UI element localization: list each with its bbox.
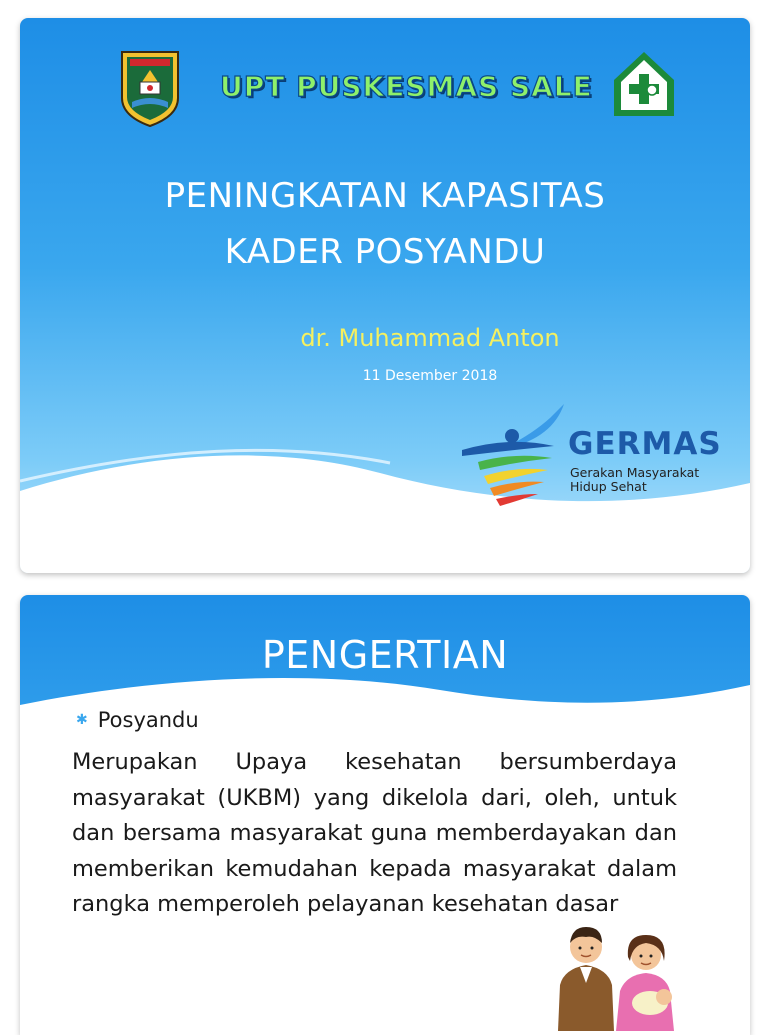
germas-wordmark: GERMAS	[568, 426, 722, 462]
regency-emblem-icon	[118, 48, 182, 128]
presentation-date: 11 Desember 2018	[362, 368, 498, 384]
title-line-1: PENINGKATAN KAPASITAS	[164, 176, 606, 216]
presenter-name: dr. Muhammad Anton	[300, 324, 560, 352]
definition-slide	[20, 595, 750, 1035]
header-title: UPT PUSKESMAS SALE	[220, 70, 593, 103]
slide-title: PENGERTIAN	[261, 633, 509, 677]
title-slide	[20, 18, 750, 573]
bullet-label: Posyandu	[97, 708, 199, 732]
bullet-star-icon: ✱	[76, 712, 88, 728]
germas-subtitle-line-2: Hidup Sehat	[570, 479, 647, 494]
bullet-item	[76, 708, 199, 732]
slide-main-title	[20, 168, 750, 280]
germas-logo-icon	[460, 400, 570, 508]
germas-subtitle-line-1: Gerakan Masyarakat	[570, 465, 700, 480]
definition-text: Merupakan Upaya kesehatan bersumberdaya masyarakat (UKBM) yang dikelola dari, oleh, untuk dan bersama masyarakat guna memberdayakan dan memberikan kemudahan kepada masyarakat dalam rangka memperoleh pelayanan kesehatan dasar	[72, 749, 677, 917]
family-illustration	[550, 921, 700, 1031]
title-line-2: KADER POSYANDU	[224, 232, 546, 272]
puskesmas-logo-icon	[612, 50, 676, 118]
germas-subtitle	[570, 466, 699, 494]
